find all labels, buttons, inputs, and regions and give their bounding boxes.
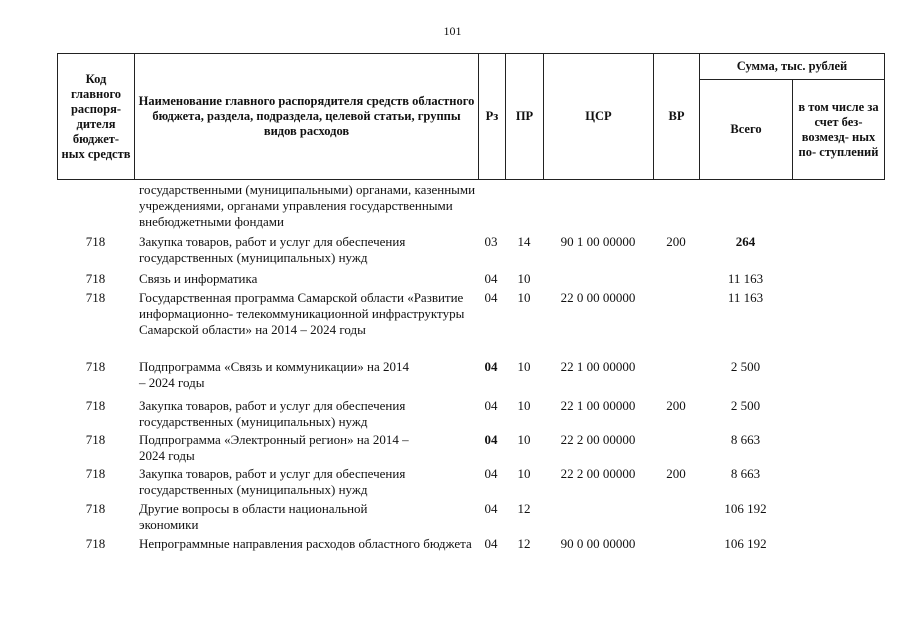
row-name: Подпрограмма «Электронный регион» на 2014 – 2024 годы [139, 432, 409, 463]
row-rz: 04 [484, 398, 498, 413]
row-rz: 04 [484, 466, 498, 481]
row-code: 718 [85, 290, 106, 305]
header-vr: ВР [654, 54, 700, 180]
header-csr: ЦСР [544, 54, 654, 180]
header-rz: Рз [479, 54, 506, 180]
row-rz: 04 [484, 536, 498, 551]
row-total: 8 663 [730, 466, 761, 481]
row-name: Непрограммные направления расходов областного бюджета [139, 536, 472, 551]
row-code: 718 [85, 359, 106, 374]
row-code: 718 [85, 501, 106, 516]
row-rz: 04 [484, 501, 498, 516]
header-sum: Сумма, тыс. рублей [700, 54, 885, 80]
row-total: 2 500 [730, 398, 761, 413]
row-name: Подпрограмма «Связь и коммуникации» на 2014 – 2024 годы [139, 359, 409, 390]
row-csr: 22 2 00 00000 [560, 432, 636, 447]
row-pr: 10 [517, 466, 531, 481]
row-total: 264 [735, 234, 756, 249]
row-csr: 22 2 00 00000 [560, 466, 636, 481]
row-rz: 04 [484, 271, 498, 286]
header-free: в том числе за счет без- возмезд- ных по- ступлений [793, 80, 885, 180]
row-total: 106 192 [724, 501, 767, 516]
header-pr: ПР [506, 54, 544, 180]
row-code: 718 [85, 432, 106, 447]
row-pr: 10 [517, 290, 531, 305]
row-vr: 200 [666, 398, 686, 413]
row-vr: 200 [666, 466, 686, 481]
row-pr: 10 [517, 271, 531, 286]
row-code: 718 [85, 271, 106, 286]
row-csr: 90 1 00 00000 [560, 234, 636, 249]
row-code: 718 [85, 466, 106, 481]
row-csr: 22 0 00 00000 [560, 290, 636, 305]
row-rz: 04 [484, 290, 498, 305]
row-pr: 12 [517, 536, 531, 551]
row-total: 11 163 [727, 271, 764, 286]
row-pr: 12 [517, 501, 531, 516]
row-pr: 10 [517, 432, 531, 447]
row-name: Закупка товаров, работ и услуг для обеспечения государственных (муниципальных) нужд [139, 398, 406, 429]
page-number: 101 [443, 24, 462, 38]
row-code: 718 [85, 536, 106, 551]
row-code: 718 [85, 234, 106, 249]
row-rz: 04 [484, 359, 498, 374]
row-csr: 22 1 00 00000 [560, 359, 636, 374]
row-total: 8 663 [730, 432, 761, 447]
row-pr: 14 [517, 234, 531, 249]
row-rz: 03 [484, 234, 498, 249]
row-name: государственными (муниципальными) органами, казенными учреждениями, органами управления государственными внебюджетными фондами [139, 182, 476, 229]
row-name: Закупка товаров, работ и услуг для обеспечения государственных (муниципальных) нужд [139, 466, 406, 497]
row-csr: 90 0 00 00000 [560, 536, 636, 551]
row-rz: 04 [484, 432, 498, 447]
row-name: Связь и информатика [139, 271, 258, 286]
row-csr: 22 1 00 00000 [560, 398, 636, 413]
row-code: 718 [85, 398, 106, 413]
row-total: 2 500 [730, 359, 761, 374]
header-total: Всего [700, 80, 793, 180]
header-code: Код главного распоря- дителя бюджет- ных средств [58, 54, 135, 180]
row-name: Другие вопросы в области национальной экономики [139, 501, 368, 532]
row-name: Закупка товаров, работ и услуг для обеспечения государственных (муниципальных) нужд [139, 234, 406, 265]
header-name: Наименование главного распорядителя средств областного бюджета, раздела, подраздела, целевой статьи, группы видов расходов [135, 54, 479, 180]
row-pr: 10 [517, 359, 531, 374]
row-name: Государственная программа Самарской области «Развитие информационно- телекоммуникационной инфраструктуры Самарской области» на 2014 – 2024 годы [139, 290, 465, 337]
row-pr: 10 [517, 398, 531, 413]
row-total: 106 192 [724, 536, 767, 551]
row-total: 11 163 [727, 290, 764, 305]
row-vr: 200 [666, 234, 686, 249]
